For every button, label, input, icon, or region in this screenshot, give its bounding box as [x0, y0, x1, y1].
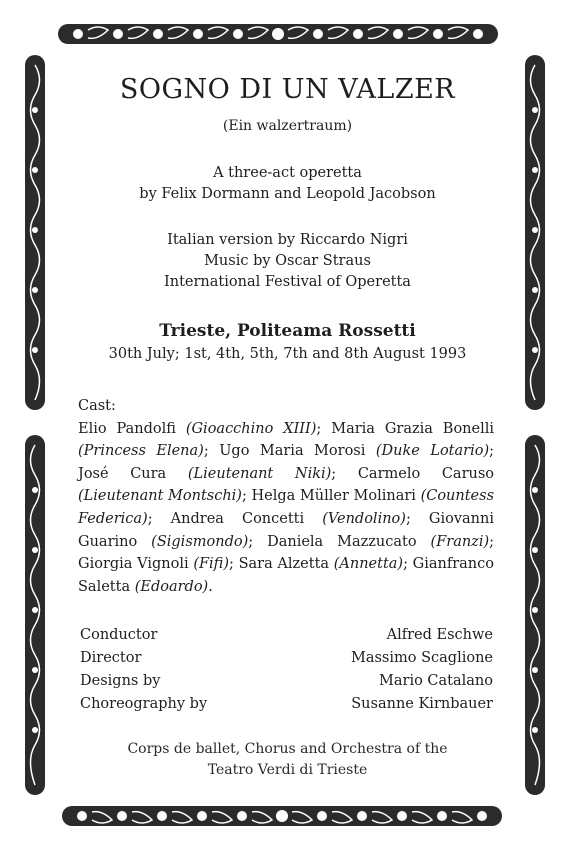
cast-label: Cast:	[78, 398, 116, 414]
footer-line: Teatro Verdi di Trieste	[207, 762, 368, 778]
footer	[60, 739, 515, 781]
cast-name: Maria Grazia Bonelli	[331, 420, 495, 437]
cast-name: Sara Alzetta	[238, 556, 330, 573]
credit-row	[80, 647, 493, 670]
cast-name: Carmelo Caruso	[357, 465, 495, 482]
credit-name: Alfred Eschwe	[386, 627, 493, 643]
cast-role: (Sigismondo)	[151, 533, 249, 550]
footer-line: Corps de ballet, Chorus and Orchestra of the	[127, 741, 448, 757]
cast-role: (Franzi)	[430, 533, 490, 550]
cast-list: Elio Pandolfi (Gioacchino XIII); Maria Grazia Bonelli (Princess Elena); Ugo Maria Morosi (Duke Lotario); José Cura (Lieutenant Niki); Carmelo Caruso (Lieutenant Montschi); Helga Müller Molinari (Countess Federica); Andrea Concetti (Vendolino); Giovanni Guarino (Sigismondo); Daniela Mazzucato (Franzi); Giorgia Vignoli (Fifi); Sara Alzetta (Annetta); Gianfranco Saletta (Edoardo).	[78, 420, 495, 595]
cast-name: Giorgia Vignoli	[78, 556, 189, 573]
cast-role: (Gioacchino XIII)	[185, 420, 317, 437]
venue: Trieste, Politeama Rossetti	[159, 321, 416, 341]
cast-name: Ugo Maria Morosi	[219, 443, 366, 460]
credit-role: Choreography by	[80, 696, 208, 712]
credits-table	[80, 624, 493, 716]
cast-name: Giovanni Guarino	[78, 510, 494, 550]
cast-role: (Edoardo)	[134, 578, 209, 595]
right-upper-ornament	[522, 55, 548, 410]
bottom-ornament	[62, 802, 502, 830]
credit-name: Mario Catalano	[379, 673, 493, 689]
cast-role: (Princess Elena)	[78, 443, 204, 460]
cast-role: (Vendolino)	[322, 510, 406, 527]
credit-name: Susanne Kirnbauer	[351, 696, 493, 712]
version-line: Italian version by Riccardo Nigri	[167, 232, 408, 248]
top-ornament	[58, 20, 498, 48]
subtitle: (Ein walzertraum)	[222, 118, 353, 134]
cast-name: Andrea Concetti	[170, 510, 305, 527]
version-line: International Festival of Operetta	[164, 274, 411, 290]
credit-role: Director	[80, 650, 142, 666]
page-title: SOGNO DI UN VALZER	[119, 74, 456, 105]
cast-name: Elio Pandolfi	[78, 420, 176, 437]
version-info	[60, 230, 515, 293]
cast-name: Daniela Mazzucato	[267, 533, 417, 550]
cast-role: (Fifi)	[193, 556, 229, 573]
credit-role: Conductor	[80, 627, 158, 643]
cast-name: José Cura	[78, 465, 167, 482]
cast-role: (Countess Federica)	[78, 488, 495, 527]
credit-row	[80, 670, 493, 693]
cast-role: (Duke Lotario)	[375, 443, 490, 460]
right-lower-ornament	[522, 435, 548, 795]
credit-name: Massimo Scaglione	[350, 650, 493, 666]
credit-row	[80, 624, 493, 647]
description-line: by Felix Dormann and Leopold Jacobson	[139, 186, 436, 202]
cast-name: Gianfranco Saletta	[78, 556, 494, 595]
left-lower-ornament	[22, 435, 48, 795]
cast-role: (Annetta)	[333, 556, 404, 573]
cast-role: (Lieutenant Niki)	[187, 465, 332, 482]
dates: 30th July; 1st, 4th, 5th, 7th and 8th August 1993	[108, 346, 467, 362]
credit-role: Designs by	[80, 673, 161, 689]
cast-role: (Lieutenant Montschi)	[78, 488, 242, 505]
credit-row	[80, 693, 493, 716]
description	[60, 163, 515, 205]
cast-name: Helga Müller Molinari	[251, 488, 416, 505]
version-line: Music by Oscar Straus	[204, 253, 371, 269]
left-upper-ornament	[22, 55, 48, 410]
cast-block	[78, 395, 494, 598]
description-line: A three-act operetta	[213, 165, 362, 181]
